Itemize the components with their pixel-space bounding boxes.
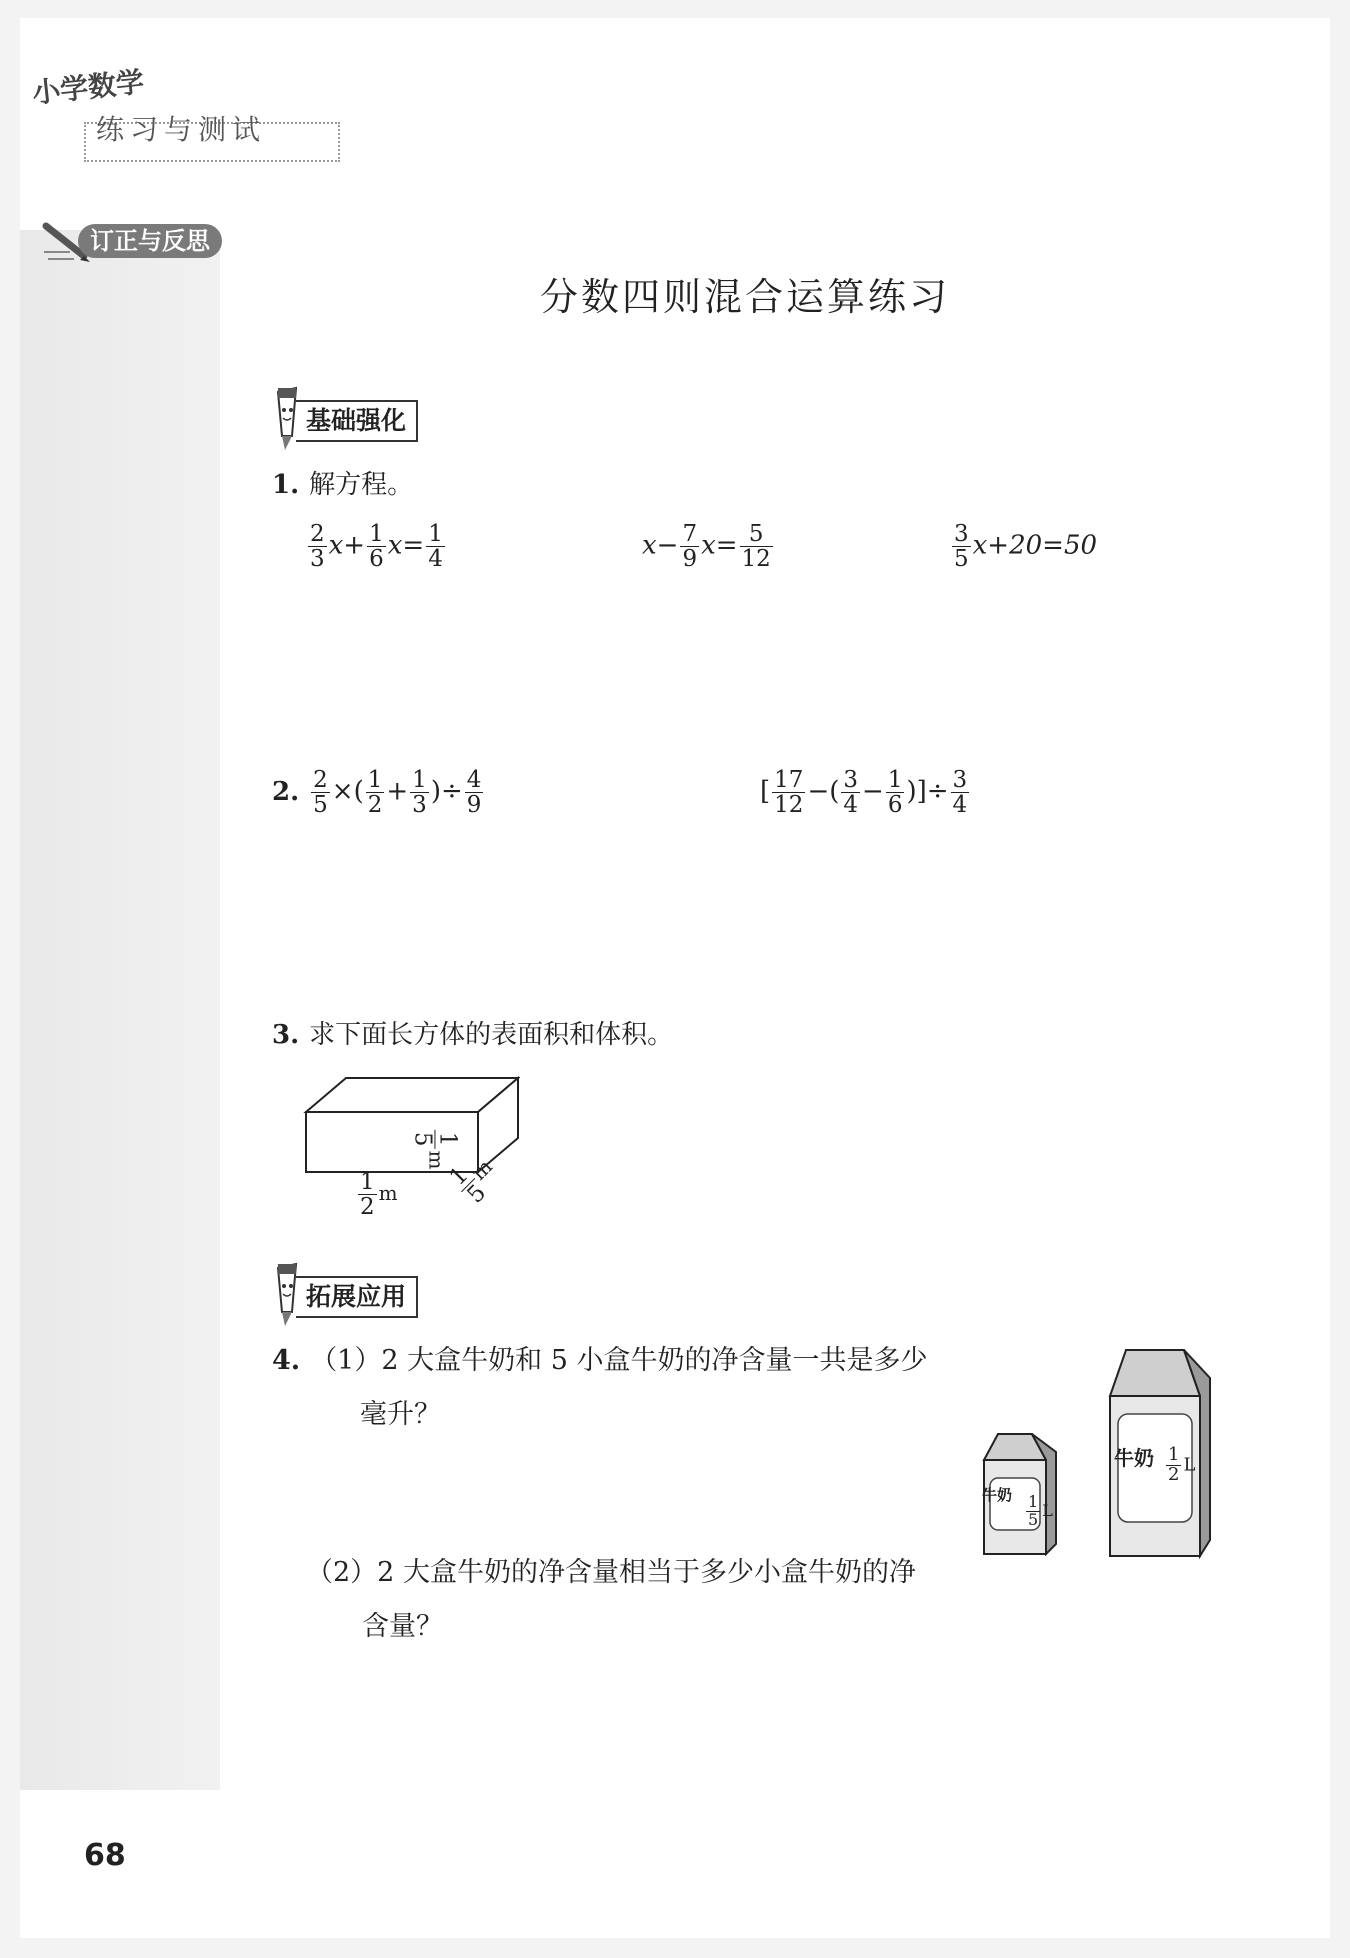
small-carton-volume: $\frac{1}{5}$ L <box>1028 1492 1053 1529</box>
big-carton-label: 牛奶 <box>1114 1446 1154 1470</box>
question-3: 3. 求下面长方体的表面积和体积。 <box>272 1020 674 1050</box>
big-carton-volume: $\frac{1}{2}$ L <box>1168 1444 1196 1485</box>
expression-1: 2. $\frac{2}{5}$ ×( $\frac{1}{2}$ + $\frac{1}{3}$ )÷ $\frac{4}{9}$ <box>272 767 482 819</box>
section-extended-label: 拓展应用 <box>296 1276 418 1318</box>
cuboid-length-label: $\frac{1}{2}$ m <box>360 1169 398 1221</box>
question-4-part-1: （1）2 大盒牛奶和 5 小盒牛奶的净含量一共是多少 <box>310 1345 928 1376</box>
small-carton-label: 牛奶 <box>982 1486 1013 1504</box>
question-number: 1. <box>272 470 300 500</box>
question-text: 解方程。 <box>309 470 414 500</box>
cuboid-width-label: 1 5 m <box>444 1154 497 1209</box>
correction-label: 订正与反思 <box>78 224 222 258</box>
correction-tag <box>40 222 230 262</box>
book-title: 小学数学 <box>30 65 146 110</box>
question-1 <box>272 464 413 501</box>
section-extended <box>270 1272 470 1318</box>
equation-3: $\frac{3}{5}$ x+20=50 <box>954 521 1098 573</box>
cuboid-height-label: 1 5 m <box>409 1131 461 1170</box>
equation-2: x− $\frac{7}{9}$ x= $\frac{5}{12}$ <box>642 521 771 573</box>
page-number: 68 <box>84 1838 126 1873</box>
page-title: 分数四则混合运算练习 <box>539 275 950 319</box>
question-text: 求下面长方体的表面积和体积。 <box>309 1020 674 1050</box>
question-4-part-2: （2）2 大盒牛奶的净含量相当于多少小盒牛奶的净 含量？ <box>306 1557 916 1642</box>
expression-2: [ $\frac{17}{12}$ −( $\frac{3}{4}$ − $\frac{1}{6}$ )]÷ $\frac{3}{4}$ <box>760 767 968 819</box>
section-basic-label: 基础强化 <box>296 400 418 442</box>
equation-1: $\frac{2}{3}$ x+ $\frac{1}{6}$ x= $\frac{1}{4}$ <box>310 521 443 573</box>
section-basic <box>270 396 470 442</box>
question-4: 4. （1）2 大盒牛奶和 5 小盒牛奶的净含量一共是多少 毫升？ <box>272 1345 928 1430</box>
book-subtitle: 练习与测试 <box>96 113 267 146</box>
correction-margin <box>20 230 220 1790</box>
